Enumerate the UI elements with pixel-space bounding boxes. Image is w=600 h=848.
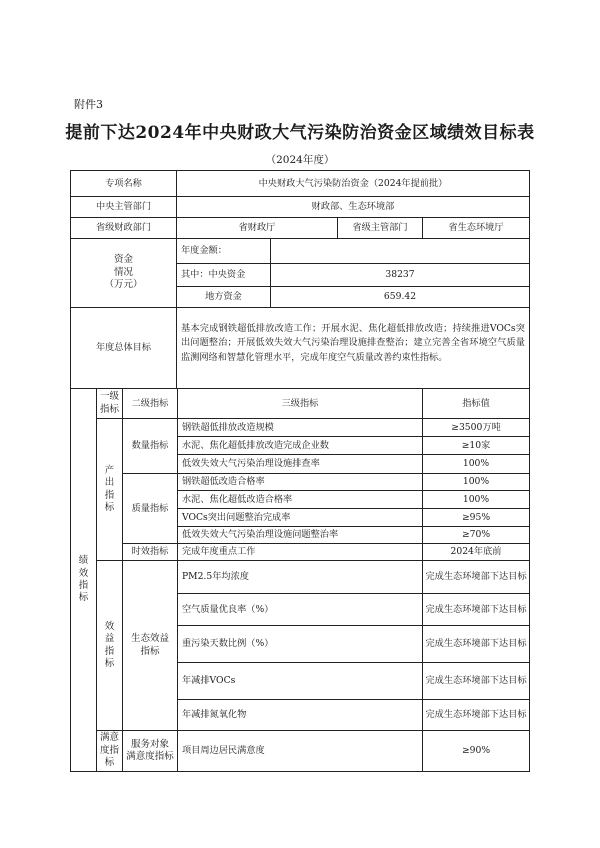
perf-indicator-label: 绩 效 指 标 [70, 388, 97, 772]
indicator-row: 水泥、焦化超低排放改造完成企业数 [177, 436, 423, 455]
satisfaction-indicator-label: 满意 度指 标 [96, 730, 123, 772]
funds-label: 资金 情况 （万元） [70, 238, 177, 308]
output-indicator-label: 产 出 指 标 [96, 418, 123, 561]
prov-finance-label: 省级财政部门 [70, 217, 177, 239]
overall-goal-label: 年度总体目标 [70, 307, 177, 389]
indicator-value: 100% [422, 473, 530, 491]
indicator-row: PM2.5年均浓度 [177, 560, 423, 594]
indicator-value: 完成生态环境部下达目标 [422, 593, 530, 626]
indicator-row: 钢铁超低改造合格率 [177, 473, 423, 491]
attachment-label: 附件3 [74, 98, 103, 111]
project-name-value: 中央财政大气污染防治资金（2024年提前批） [176, 170, 530, 197]
indicator-value: ≥3500万吨 [422, 418, 530, 437]
indicator-row: 空气质量优良率（%） [177, 593, 423, 626]
central-funds-value: 38237 [270, 263, 530, 287]
indicator-value: ≥95% [422, 508, 530, 527]
indicator-row: 年减排VOCs [177, 662, 423, 700]
project-name-label: 专项名称 [70, 170, 177, 197]
indicator-value: ≥10家 [422, 436, 530, 455]
indicator-row: 钢铁超低排放改造规模 [177, 418, 423, 437]
annual-amount-label: 年度金额： [176, 238, 271, 264]
quality-indicator-label: 质量指标 [122, 473, 178, 544]
indicator-value: 100% [422, 454, 530, 474]
indicator-value: 完成生态环境部下达目标 [422, 560, 530, 594]
indicator-value: 2024年底前 [422, 543, 530, 561]
indicator-row: 项目周边居民满意度 [177, 730, 423, 772]
central-funds-label: 其中：中央资金 [176, 263, 271, 287]
quantity-indicator-label: 数量指标 [122, 418, 178, 474]
indicator-row: 低效失效大气污染治理设施排查率 [177, 454, 423, 474]
local-funds-label: 地方资金 [176, 286, 271, 308]
indicator-value: 完成生态环境部下达目标 [422, 662, 530, 700]
timeliness-indicator-label: 时效指标 [122, 543, 178, 561]
service-satisfaction-label: 服务对象 满意度指标 [122, 730, 178, 772]
col-value-header: 指标值 [422, 388, 530, 419]
prov-dept-value: 省生态环境厅 [422, 217, 530, 239]
prov-finance-value: 省财政厅 [176, 217, 338, 239]
eco-benefit-label: 生态效益 指标 [122, 560, 178, 731]
indicator-row: 低效失效大气污染治理设施问题整治率 [177, 526, 423, 544]
col-level2-header: 二级指标 [122, 388, 178, 419]
col-level3-header: 三级指标 [177, 388, 423, 419]
col-level1-header: 一级 指标 [96, 388, 123, 419]
central-dept-value: 财政部、生态环境部 [176, 196, 530, 218]
indicator-value: 完成生态环境部下达目标 [422, 625, 530, 663]
central-dept-label: 中央主管部门 [70, 196, 177, 218]
indicator-row: 水泥、焦化超低改造合格率 [177, 490, 423, 509]
year-label: （2024年度） [265, 154, 335, 166]
indicator-row: 重污染天数比例（%） [177, 625, 423, 663]
prov-dept-label: 省级主管部门 [337, 217, 423, 239]
annual-amount-value [270, 238, 530, 264]
indicator-value: ≥70% [422, 526, 530, 544]
indicator-row: 完成年度重点工作 [177, 543, 423, 561]
local-funds-value: 659.42 [270, 286, 530, 308]
indicator-row: VOCs突出问题整治完成率 [177, 508, 423, 527]
indicator-row: 年减排氮氧化物 [177, 699, 423, 731]
effect-indicator-label: 效 益 指 标 [96, 560, 123, 731]
document-title: 提前下达2024年中央财政大气污染防治资金区域绩效目标表 [65, 123, 535, 143]
indicator-value: 完成生态环境部下达目标 [422, 699, 530, 731]
overall-goal-text: 基本完成钢铁超低排放改造工作；开展水泥、焦化超低排放改造；持续推进VOCs突出问题整治；开展低效失效大气污染治理设施排查整治；建立完善全省环境空气质量监测网络和智慧化管理水平，完成年度空气质量改善约束性指标。 [176, 307, 530, 389]
indicator-value: ≥90% [422, 730, 530, 772]
indicator-value: 100% [422, 490, 530, 509]
